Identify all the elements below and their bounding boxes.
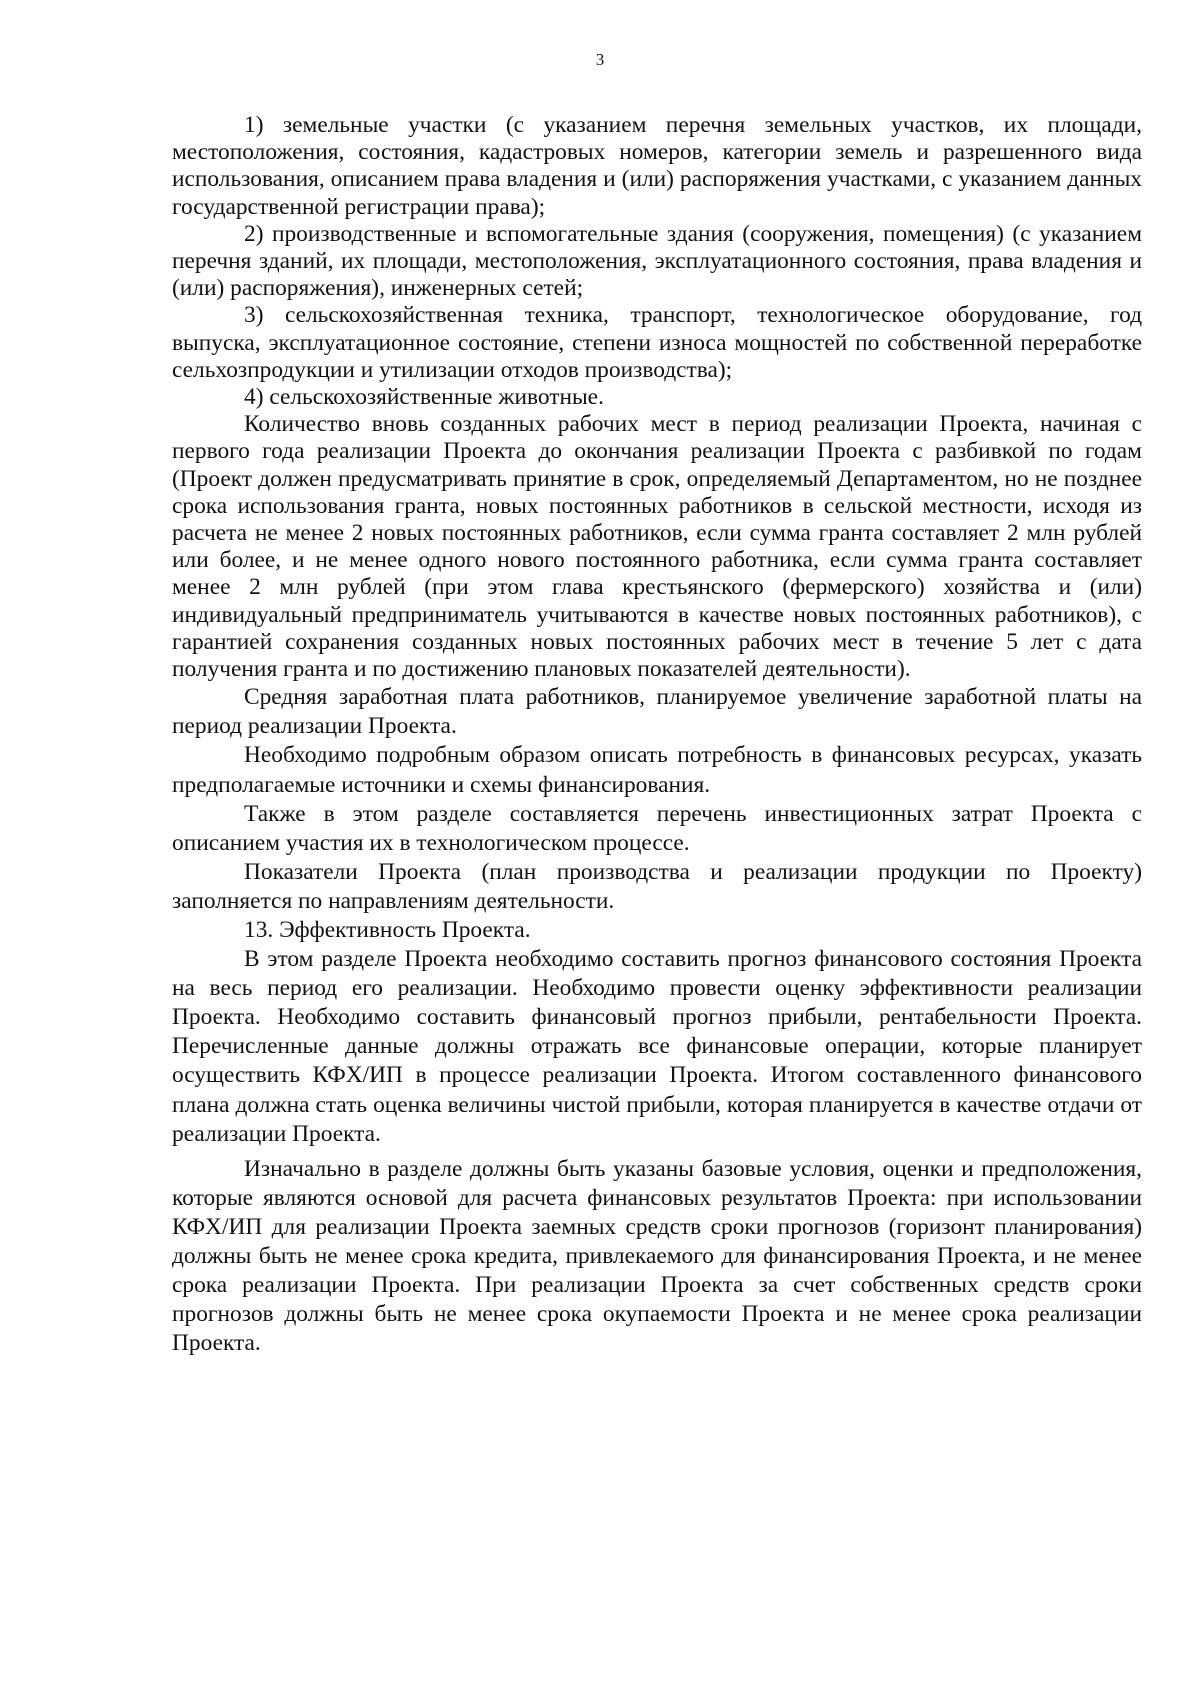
paragraph-financial-needs: Необходимо подробным образом описать потребность в финансовых ресурсах, указать предполагаемые источники и схемы финансирования. xyxy=(172,742,1142,798)
section-heading-efficiency: 13. Эффективность Проекта. xyxy=(244,917,531,944)
paragraph-livestock: 4) сельскохозяйственные животные. xyxy=(244,384,604,411)
paragraph-land-plots: 1) земельные участки (с указанием перечня земельных участков, их площади, местоположения, состояния, кадастровых номеров, категории земель и разрешенного вида использования, описанием права владения и (или) распоряжения участками, с указанием данных государственной регистрации права); xyxy=(172,112,1142,220)
page-number: 3 xyxy=(595,50,605,69)
paragraph-buildings: 2) производственные и вспомогательные здания (сооружения, помещения) (с указанием перечня зданий, их площади, местоположения, эксплуатационного состояния, права владения и (или) распоряжения), инженерных сетей; xyxy=(172,220,1142,302)
paragraph-new-jobs: Количество вновь созданных рабочих мест в период реализации Проекта, начиная с первого года реализации Проекта до окончания реализации Проекта с разбивкой по годам (Проект должен предусматривать принятие в срок, определяемый Департаментом, но не позднее срока использования гранта, новых постоянных работников в сельской местности, исходя из расчета не менее 2 новых постоянных работников, если сумма гранта составляет 2 млн рублей или более, и не менее одного нового постоянного работника, если сумма гранта составляет менее 2 млн рублей (при этом глава крестьянского (фермерского) хозяйства и (или) индивидуальный предприниматель учитываются в качестве новых постоянных работников), с гарантией сохранения созданных новых постоянных рабочих мест в течение 5 лет с дата получения гранта и по достижению плановых показателей деятельности). xyxy=(172,411,1142,683)
paragraph-machinery: 3) сельскохозяйственная техника, транспорт, технологическое оборудование, год выпуска, эксплуатационное состояние, степени износа мощностей по собственной переработке сельхозпродукции и утилизации отходов производства); xyxy=(172,302,1142,383)
paragraph-average-salary: Средняя заработная плата работников, планируемое увеличение заработной платы на период реализации Проекта. xyxy=(172,684,1142,740)
paragraph-investment-costs: Также в этом разделе составляется перечень инвестиционных затрат Проекта с описанием участия их в технологическом процессе. xyxy=(172,800,1142,856)
paragraph-project-indicators: Показатели Проекта (план производства и реализации продукции по Проекту) заполняется по направлениям деятельности. xyxy=(172,858,1142,914)
paragraph-base-conditions: Изначально в разделе должны быть указаны базовые условия, оценки и предположения, которые являются основой для расчета финансовых результатов Проекта: при использовании КФХ/ИП для реализации Проекта заемных средств сроки прогнозов (горизонт планирования) должны быть не менее срока кредита, привлекаемого для финансирования Проекта, и не менее срока реализации Проекта. При реализации Проекта за счет собственных средств сроки прогнозов должны быть не менее срока окупаемости Проекта и не менее срока реализации Проекта. xyxy=(172,1155,1142,1357)
paragraph-financial-forecast: В этом разделе Проекта необходимо составить прогноз финансового состояния Проекта на весь период его реализации. Необходимо провести оценку эффективности реализации Проекта. Необходимо составить финансовый прогноз прибыли, рентабельности Проекта. Перечисленные данные должны отражать все финансовые операции, которые планирует осуществить КФХ/ИП в процессе реализации Проекта. Итогом составленного финансового плана должна стать оценка величины чистой прибыли, которая планируется в качестве отдачи от реализации Проекта. xyxy=(172,946,1142,1147)
document-body xyxy=(172,112,1142,1358)
